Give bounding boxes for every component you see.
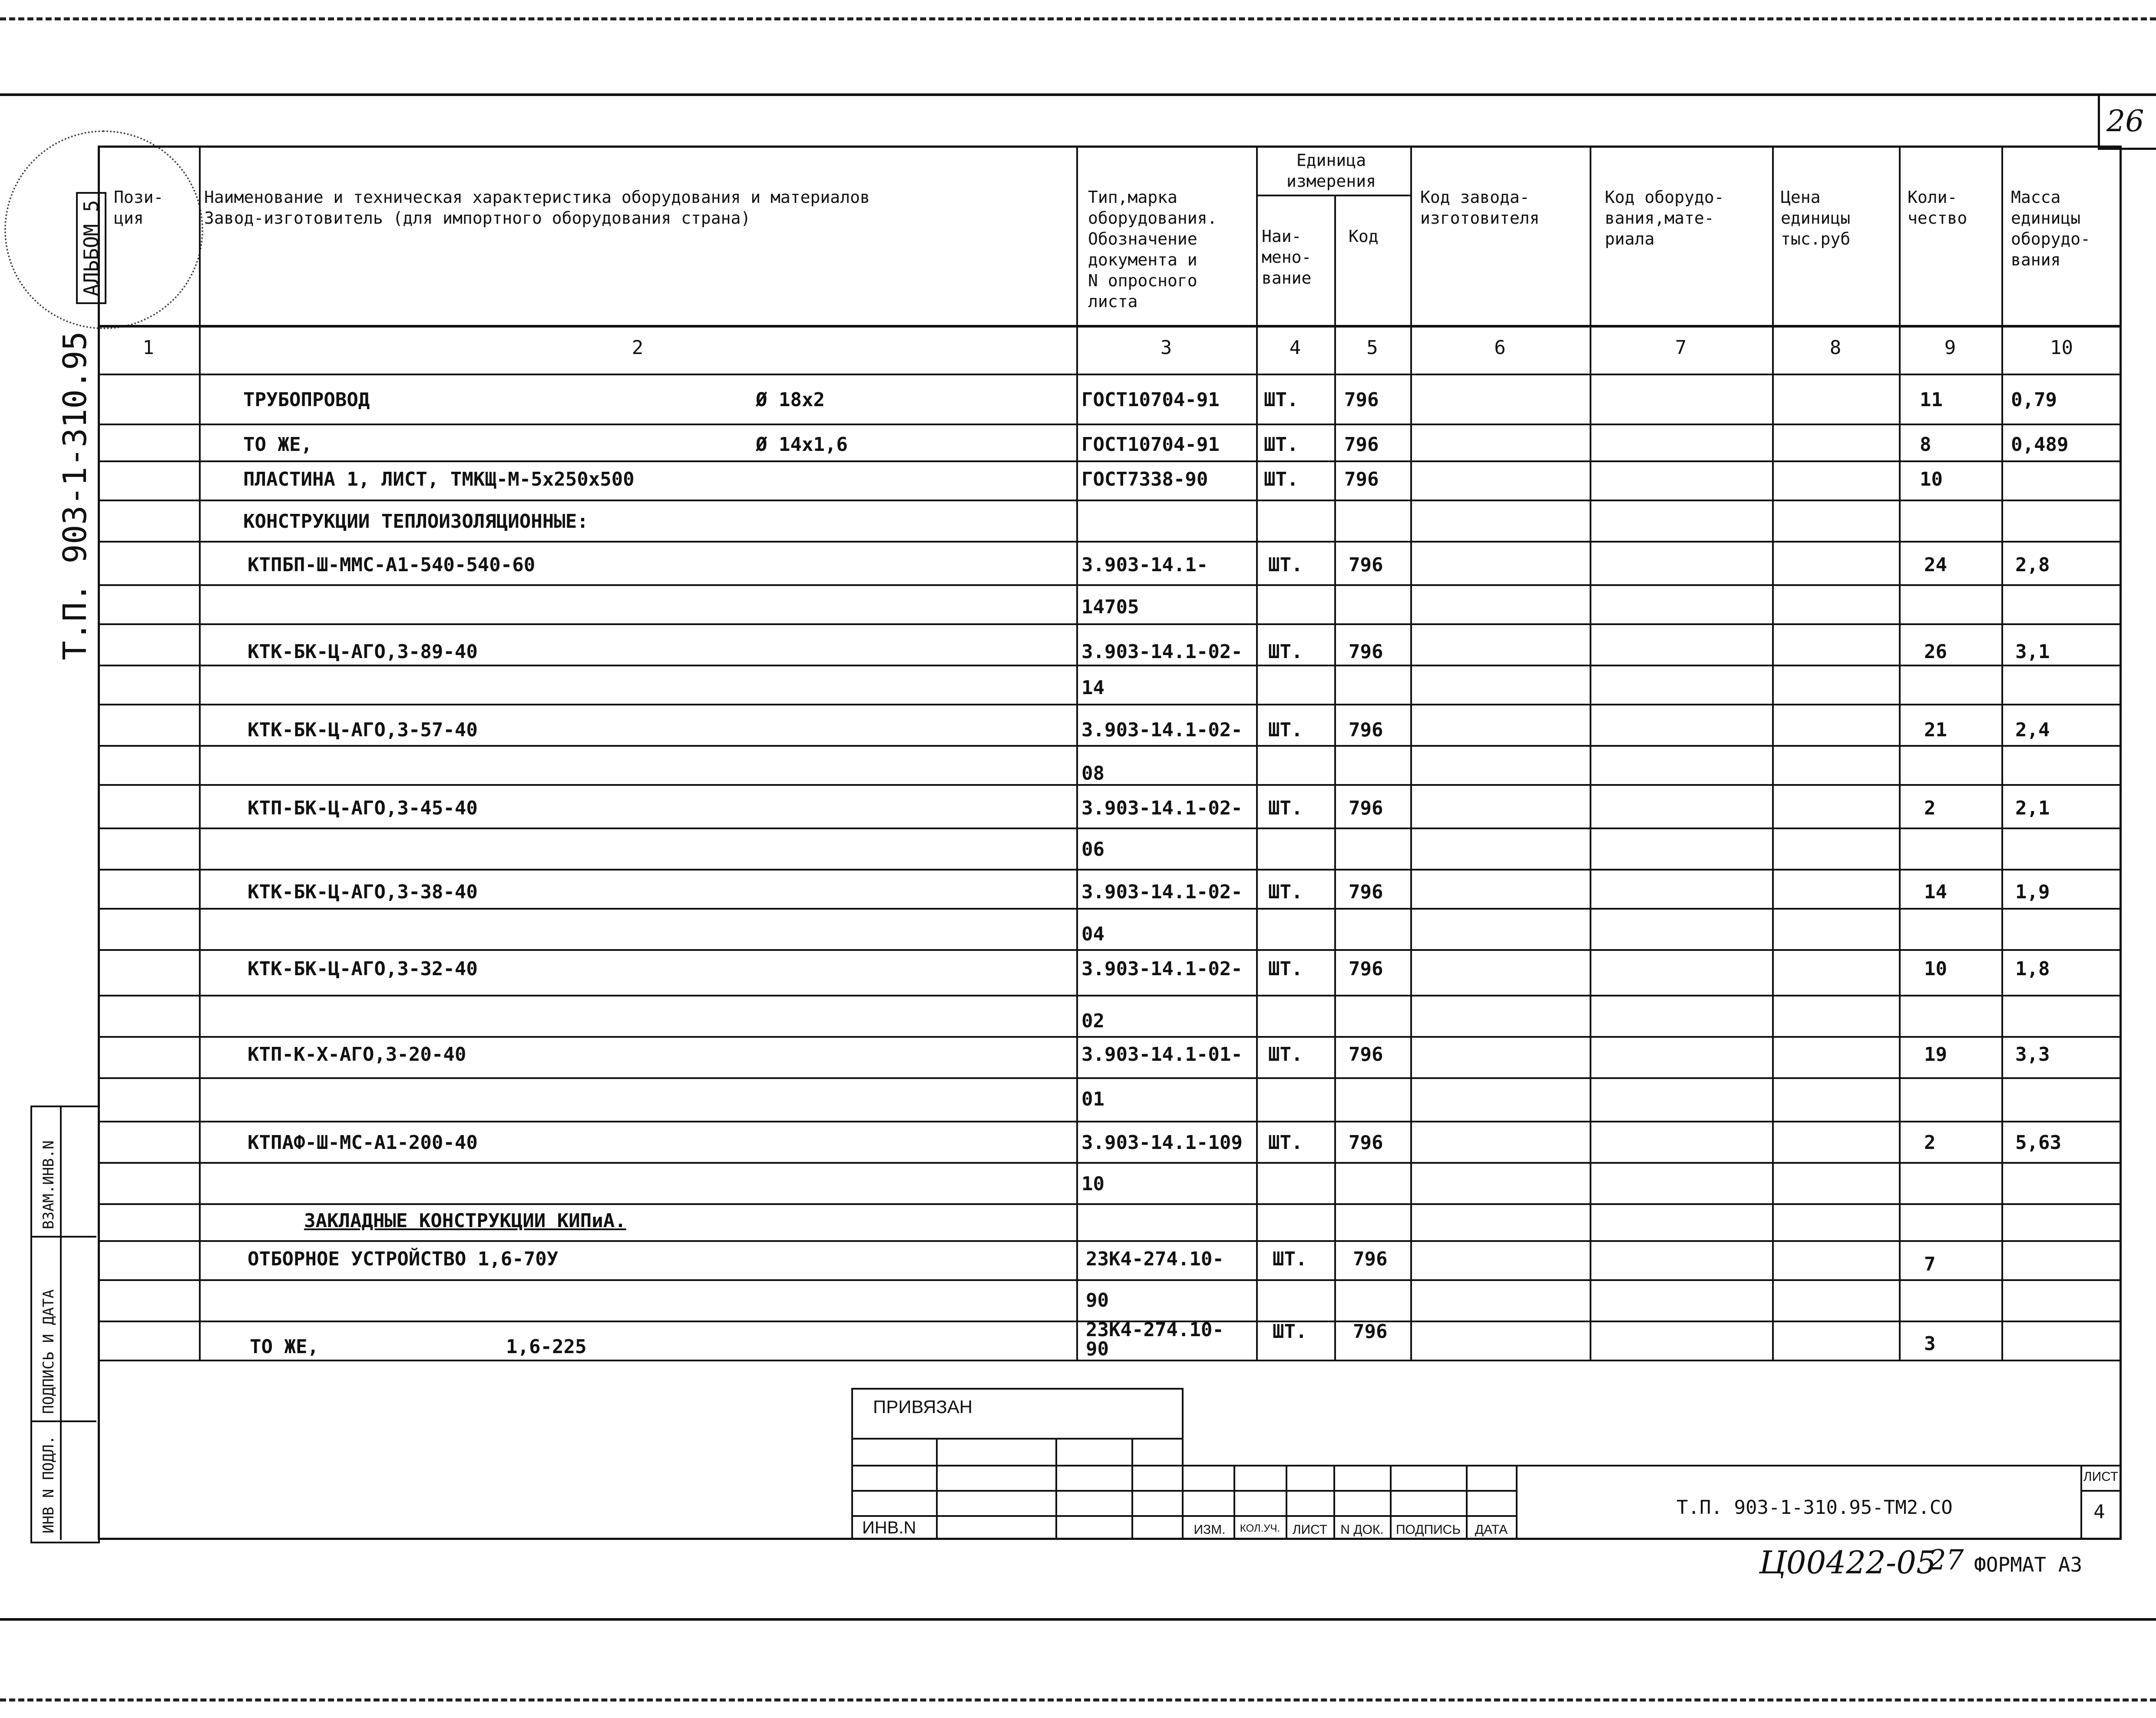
row-unit: ШТ. <box>1273 1248 1307 1270</box>
row-code: 796 <box>1349 958 1383 980</box>
row-code: 796 <box>1349 719 1383 741</box>
header-type: Тип,марка оборудования. Обозначение документа и N опросного листа <box>1088 188 1217 311</box>
row-qty: 24 <box>1924 554 1947 576</box>
row-unit: ШТ. <box>1268 719 1303 741</box>
header-price: Цена единицы тыс.руб <box>1781 188 1851 248</box>
row-doc: ГОСТ7338-90 <box>1081 468 1208 490</box>
row-qty: 19 <box>1924 1043 1947 1066</box>
row-code: 796 <box>1344 389 1379 411</box>
row-doc: 3.903-14.1-02- <box>1081 958 1243 980</box>
row-doc: 90 <box>1086 1289 1109 1311</box>
row-doc: 3.903-14.1- <box>1081 554 1208 576</box>
col-number: 3 <box>1160 337 1172 359</box>
row-code: 796 <box>1349 881 1383 903</box>
row-qty: 26 <box>1924 641 1947 663</box>
col-number: 1 <box>142 337 154 359</box>
row-mass: 3,3 <box>2015 1043 2050 1066</box>
row-doc: 3.903-14.1-109 <box>1081 1132 1243 1154</box>
list-number: 4 <box>2093 1501 2105 1523</box>
stamp-text: АЛЬБОМ 5 <box>76 192 106 304</box>
row-name: КТПАФ-Ш-МС-А1-200-40 <box>248 1132 478 1154</box>
row-unit: ШТ. <box>1268 797 1303 819</box>
row-unit: ШТ. <box>1268 1132 1303 1154</box>
row-mass: 2,8 <box>2015 554 2050 576</box>
row-qty: 2 <box>1924 1132 1936 1154</box>
row-doc: 3.903-14.1-02- <box>1081 881 1243 903</box>
corner-sheet-number: 26 <box>2106 104 2144 139</box>
col-number: 5 <box>1366 337 1378 359</box>
row-doc: ГОСТ10704-91 <box>1081 389 1220 411</box>
inv-label: ИНВ.N <box>862 1518 916 1537</box>
row-dim: 1,6-225 <box>506 1336 587 1358</box>
header-quantity: Коли- чество <box>1908 188 1968 228</box>
row-name: ПЛАСТИНА 1, ЛИСТ, ТМКЩ-М-5x250x500 <box>243 468 635 490</box>
row-unit: ШТ. <box>1264 389 1299 411</box>
row-doc: 04 <box>1081 923 1104 945</box>
col-number: 9 <box>1944 337 1956 359</box>
privyazan-label: ПРИВЯЗАН <box>873 1397 973 1417</box>
col-number: 8 <box>1829 337 1842 359</box>
row-mass: 1,9 <box>2015 881 2050 903</box>
list-label: ЛИСТ <box>2083 1470 2119 1484</box>
row-doc: 3.903-14.1-02- <box>1081 719 1243 741</box>
header-mass: Масса единицы оборудо- вания <box>2011 188 2091 269</box>
label-izm: ИЗМ. <box>1194 1523 1226 1537</box>
col-number: 7 <box>1675 337 1687 359</box>
label-n-dok: N ДОК. <box>1340 1523 1384 1537</box>
row-name: КТК-БК-Ц-АГО,3-38-40 <box>248 881 478 903</box>
row-qty: 3 <box>1924 1333 1936 1355</box>
row-mass: 1,8 <box>2015 958 2050 980</box>
format-label: ФОРМАТ А3 <box>1974 1553 2083 1576</box>
row-qty: 21 <box>1924 719 1947 741</box>
row-mass: 2,4 <box>2015 719 2050 741</box>
row-qty: 7 <box>1924 1253 1936 1275</box>
row-unit: ШТ. <box>1268 1043 1303 1066</box>
label-list: ЛИСТ <box>1292 1523 1328 1537</box>
header-unit-code: Код <box>1349 227 1379 246</box>
row-name: КТК-БК-Ц-АГО,3-89-40 <box>248 641 478 663</box>
row-qty: 14 <box>1924 881 1947 903</box>
row-doc: 01 <box>1081 1088 1104 1110</box>
row-unit: ШТ. <box>1264 468 1299 490</box>
row-doc: ГОСТ10704-91 <box>1081 434 1220 456</box>
row-doc: 3.903-14.1-02- <box>1081 641 1243 663</box>
col-number: 2 <box>632 337 644 359</box>
side-label-vzam-inv: ВЗАМ.ИНВ.N <box>40 1140 57 1229</box>
row-qty: 10 <box>1924 958 1947 980</box>
row-unit: ШТ. <box>1268 554 1303 576</box>
label-data: ДАТА <box>1475 1523 1508 1537</box>
row-code: 796 <box>1349 1132 1383 1154</box>
row-mass: 0,79 <box>2011 389 2057 411</box>
header-position: Пози- ция <box>114 188 164 228</box>
document-designation: Т.П. 903-1-310.95-ТМ2.СО <box>1677 1496 1953 1519</box>
row-doc: 02 <box>1081 1010 1104 1032</box>
row-dim: Ø 18x2 <box>756 389 825 411</box>
col-number: 6 <box>1494 337 1506 359</box>
row-section-heading: КОНСТРУКЦИИ ТЕПЛОИЗОЛЯЦИОННЫЕ: <box>243 510 589 533</box>
row-name: ТРУБОПРОВОД <box>243 389 370 411</box>
row-mass: 3,1 <box>2015 641 2050 663</box>
row-unit: ШТ. <box>1273 1321 1307 1343</box>
label-kol-uch: КОЛ.УЧ. <box>1240 1523 1280 1534</box>
row-code: 796 <box>1344 434 1379 456</box>
handwritten-number-2: 27 <box>1928 1544 1964 1576</box>
row-code: 796 <box>1349 554 1383 576</box>
row-doc: 23К4-274.10- 90 <box>1086 1319 1224 1360</box>
row-doc: 3.903-14.1-02- <box>1081 797 1243 819</box>
row-doc: 10 <box>1081 1173 1104 1195</box>
col-number: 4 <box>1289 337 1301 359</box>
handwritten-number: Ц00422-05 <box>1759 1544 1936 1581</box>
label-podpis: ПОДПИСЬ <box>1395 1523 1461 1537</box>
row-mass: 0,489 <box>2011 434 2069 456</box>
row-doc: 14 <box>1081 677 1104 699</box>
header-material-code: Код оборудо- вания,мате- риала <box>1605 188 1724 248</box>
row-name: КТК-БК-Ц-АГО,3-32-40 <box>248 958 478 980</box>
row-name: КТП-БК-Ц-АГО,3-45-40 <box>248 797 478 819</box>
row-unit: ШТ. <box>1268 881 1303 903</box>
col-number: 10 <box>2050 337 2073 359</box>
header-name: Наименование и техническая характеристика оборудования и материалов Завод-изготовитель (для импортного оборудования страна) <box>204 188 870 228</box>
row-doc: 06 <box>1081 838 1104 861</box>
header-unit-name: Наи- мено- вание <box>1262 227 1312 288</box>
row-unit: ШТ. <box>1268 641 1303 663</box>
row-section-heading: ЗАКЛАДНЫЕ КОНСТРУКЦИИ КИПиА. <box>304 1210 626 1232</box>
side-label-inv-podl: ИНВ N ПОДЛ. <box>40 1435 57 1533</box>
header-unit: Единица измерения <box>1286 151 1376 191</box>
row-code: 796 <box>1349 797 1383 819</box>
row-code: 796 <box>1353 1248 1388 1270</box>
row-code: 796 <box>1344 468 1379 490</box>
row-qty: 10 <box>1920 468 1943 490</box>
row-dim: Ø 14x1,6 <box>756 434 848 456</box>
row-name: КТП-К-Х-АГО,3-20-40 <box>248 1043 466 1066</box>
row-code: 796 <box>1353 1321 1388 1343</box>
row-unit: ШТ. <box>1264 434 1299 456</box>
row-unit: ШТ. <box>1268 958 1303 980</box>
row-qty: 11 <box>1920 389 1943 411</box>
row-qty: 8 <box>1920 434 1931 456</box>
row-doc: 3.903-14.1-01- <box>1081 1043 1243 1066</box>
row-doc: 14705 <box>1081 596 1139 618</box>
header-factory-code: Код завода- изготовителя <box>1420 188 1540 228</box>
row-mass: 2,1 <box>2015 797 2050 819</box>
row-doc: 23К4-274.10- <box>1086 1248 1224 1270</box>
row-name: КТПБП-Ш-ММС-А1-540-540-60 <box>248 554 536 576</box>
row-mass: 5,63 <box>2015 1132 2061 1154</box>
row-name: ТО ЖЕ, <box>250 1336 319 1358</box>
side-project-title: Т.П. 903-1-310.95 <box>56 331 94 660</box>
row-code: 796 <box>1349 1043 1383 1066</box>
row-name: ОТБОРНОЕ УСТРОЙСТВО 1,6-70У <box>248 1248 559 1270</box>
row-code: 796 <box>1349 641 1383 663</box>
row-qty: 2 <box>1924 797 1936 819</box>
row-name: КТК-БК-Ц-АГО,3-57-40 <box>248 719 478 741</box>
row-doc: 08 <box>1081 762 1104 785</box>
row-name: ТО ЖЕ, <box>243 434 312 456</box>
side-label-podpis-data: ПОДПИСЬ И ДАТА <box>40 1289 57 1414</box>
